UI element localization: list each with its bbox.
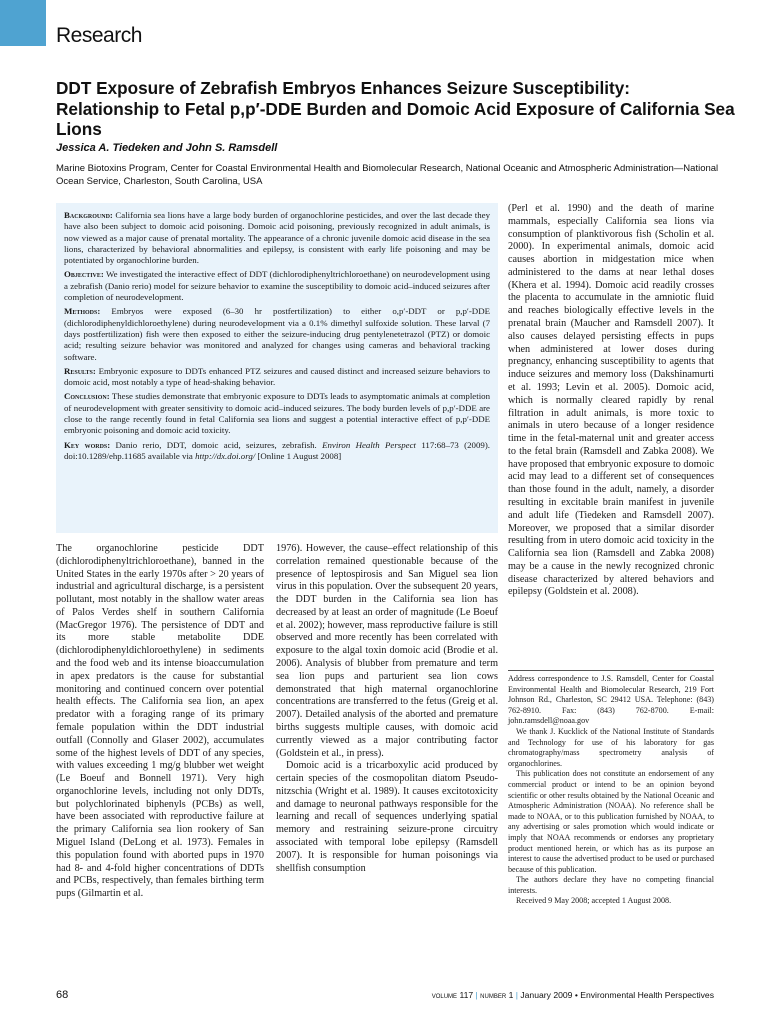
body-paragraph: (Perl et al. 1990) and the death of marine mammals, especially California sea lions via consumption of planktivorous fish (Scholin et al. 2000). In experimental animals, domoic acid causes abortion in midgestation mice when administered to the dams at near lethal doses (Khera et al. 1994). Domoic acid readily crosses the placenta to accumulate in the amniotic fluid and reaches biologically effective levels in the prenatal brain (Maucher and Ramsdell 2007). It also causes delayed persisting effects in pups when administered at lower doses during pregnancy, enhancing susceptibility to agents that induce seizures and memory loss (Dakshinamurti et al. 1993; Levin et al. 2005). Domoic acid, which is normally cleared rapidly by renal filtration in adult animals, is more toxic to animals in utero because of a longer residence time in the fetal-maternal unit and greater access to the fetal brain (Ramsdell and Zabka 2008). We have proposed that embryonic exposure to domoic acid may lead to a different set of consequences than those found in the adult, namely, a disorder resulting in excitable brain manifest in juvenile and adult life (Tiedeken and Ramsdell 2007). Moreover, we proposed that a similar disorder resulting from in utero domoic acid toxicity in the California sea lion (Ramsdell and Zabka 2008) may be a cause in the newly recognized chronic disease characterized by altered behaviors and epilepsy (Goldstein et al. 2008). bbox=[508, 203, 714, 598]
body-paragraph: The organochlorine pesticide DDT (dichlorodiphenyltrichloroethane), banned in the United States in the early 1970s after > 20 years of industrial and agricultural discharge, is a persistent pollutant, most notably in the shallow water areas of Palos Verdes shelf in southern California (MacGregor 1976). The persistence of DDT and its more stable metabolite DDE (dichlorodiphenyldichloroethylene) in sediments and the food web and its intense bioaccumulation in apex predators is the cause for substantial monitoring and continued concern over potential health effects. The California sea lion, an apex predator with a foraging range of its primary female population within the DDT industrial outfall (Connolly and Glaser 2002), accumulates some of the highest levels of DDT of any species, with values exceeding 1 mg/g blubber wet weight (Le Boeuf and Bonnell 1971). Very high organochlorine levels, including not only DDTs, but polychlorinated biphenyls (PCBs) as well, have been associated with reproductive failure at the primary California sea lion rookery of San Miguel Island (DeLong et al. 1973). Females in this population found with aborted pups in 1970 had 8- and 4-fold higher concentrations of DDTs and PCBs, respectively, than females birthing term pups (Gilmartin et al. bbox=[56, 543, 264, 900]
section-label: Research bbox=[56, 24, 142, 47]
abstract-keywords: Key words: Danio rerio, DDT, domoic acid, seizures, zebrafish. Environ Health Perspect 117:68–73 (2009). doi:10.1289/ehp.11685 available via http://dx.doi.org/ [Online 1 August 2008] bbox=[64, 439, 490, 461]
abstract-objective: Objective: We investigated the interactive effect of DDT (dichlorodiphenyltrichloroethane) on neurodevelopment using a zebrafish (Danio rerio) model for seizure behavior to examine the susceptibility to domoic acid–induced seizures after completion of neurodevelopment. bbox=[64, 269, 490, 303]
acknowledgment-note: We thank J. Kucklick of the National Institute of Standards and Technology for use of his laboratory for gas chromatography/mass spectrometry analysis of organochlorines. bbox=[508, 726, 714, 768]
journal-footer: volume 117 | number 1 | January 2009 • Environmental Health Perspectives bbox=[431, 990, 714, 1000]
section-tab bbox=[0, 0, 46, 46]
notes-divider bbox=[508, 670, 714, 671]
journal-name: Environ Health Perspect bbox=[322, 439, 416, 450]
abstract-background: Background: California sea lions have a large body burden of organochlorine pesticides, and over the last decade they have also been subject to domoic acid poisoning. Domoic acid poisoning, previously recognized in adult animals, is now viewed as a major cause of prenatal mortality. The appearance of a chronic juvenile domoic acid disease in the sea lions, characterized by behavioral abnormalities and epilepsy, is consistent with early life poisoning and may be potentiated by organochlorine burden. bbox=[64, 210, 490, 266]
authors: Jessica A. Tiedeken and John S. Ramsdell bbox=[56, 142, 278, 154]
footnotes bbox=[508, 674, 714, 907]
page-number: 68 bbox=[56, 989, 69, 1001]
abstract-results: Results: Embryonic exposure to DDTs enhanced PTZ seizures and caused distinct and increased seizure behaviors to domoic acid, most notably a type of head-shaking behavior. bbox=[64, 365, 490, 388]
body-column-3 bbox=[508, 203, 714, 599]
body-paragraph: 1976). However, the cause–effect relationship of this correlation remained questionable because of the presence of leptospirosis and San Miguel sea lion virus in this population. Over the subsequent 20 years, the DDT burden in the California sea lion has decreased by at least an order of magnitude (Le Boeuf et al. 2002); however, mass reproductive failure is still observed and more recently has been correlated with exposure to the algal toxin domoic acid (Brodie et al. 2006). Analysis of blubber from premature and term sea lion pups and parturient sea lion cows demonstrated that high maternal organochlorine concentrations are transferred to the fetus (Greig et al. 2007). Detailed analysis of the aborted and premature births suggests multiple causes, with domoic acid currently viewed as a major contributing factor (Goldstein et al., in press). bbox=[276, 543, 498, 759]
disclaimer-note: This publication does not constitute an endorsement of any commercial product or intend to be an opinion beyond scientific or other results obtained by the National Oceanic and Atmospheric Administration (NOAA). No reference shall be made to NOAA, or to this publication furnished by NOAA, to any advertising or sales promotion which would indicate or imply that NOAA recommends or endorses any proprietary product mentioned herein, or which has as its purpose an interest to cause the advertised product to be used or purchased because of this publication. bbox=[508, 769, 714, 874]
correspondence-note: Address correspondence to J.S. Ramsdell, Center for Coastal Environmental Health and Biomolecular Research, 219 Fort Johnson Rd., Charleston, SC 29412 USA. Telephone: (843) 762-8910. Fax: (843) 762-8700. E-mail: john.ramsdell@noaa.gov bbox=[508, 674, 714, 726]
doi-link[interactable]: http://dx.doi.org/ bbox=[195, 450, 256, 461]
body-column-1 bbox=[56, 543, 264, 901]
received-note: Received 9 May 2008; accepted 1 August 2008. bbox=[516, 896, 672, 906]
affiliation: Marine Biotoxins Program, Center for Coastal Environmental Health and Biomolecular Research, National Oceanic and Atmospheric Administration—National Ocean Service, Charleston, South Carolina, USA bbox=[56, 163, 719, 187]
abstract-box bbox=[56, 203, 498, 533]
article-title: DDT Exposure of Zebrafish Embryos Enhances Seizure Susceptibility: Relationship to Fetal p,p′-DDE Burden and Domoic Acid Exposure of California Sea Lions bbox=[56, 78, 735, 139]
abstract-methods: Methods: Embryos were exposed (6–30 hr postfertilization) to either o,p′-DDT or p,p′-DDE (dichlorodiphenyldichloroethylene) during neurodevelopment via a 0.1% dimethyl sulfoxide solution. These larval (7 days postfertilization) fish were then exposed to either the seizure-inducing drug pentylenetetrazol (PTZ) or domoic acid; resulting seizure behavior was monitored and analyzed for changes using cameras and behavioral tracking software. bbox=[64, 306, 490, 362]
body-column-2 bbox=[276, 543, 498, 875]
abstract-conclusion: Conclusion: These studies demonstrate that embryonic exposure to DDTs leads to asymptomatic animals at completion of neurodevelopment with greater sensitivity to domoic acid–induced seizures. The body burden levels of p,p′-DDE are close to the range recently found in fetal California sea lions and suggest a potential interactive effect of p,p′-DDE embryonic poisoning and domoic acid toxicity. bbox=[64, 391, 490, 436]
body-paragraph: Domoic acid is a tricarboxylic acid produced by certain species of the cosmopolitan diatom Pseudo-nitzschia (Wright et al. 1989). It causes excitotoxicity and damage to neuronal pathways responsible for the learning and recall of sequences underlying spatial memory and restraining seizure-prone circuitry associated with temporal lobe epilepsy (Ramsdell 2007). It is responsible for human poisonings via shellfish consumption bbox=[276, 760, 498, 874]
competing-interests-note: The authors declare they have no competing financial interests. bbox=[508, 875, 714, 895]
